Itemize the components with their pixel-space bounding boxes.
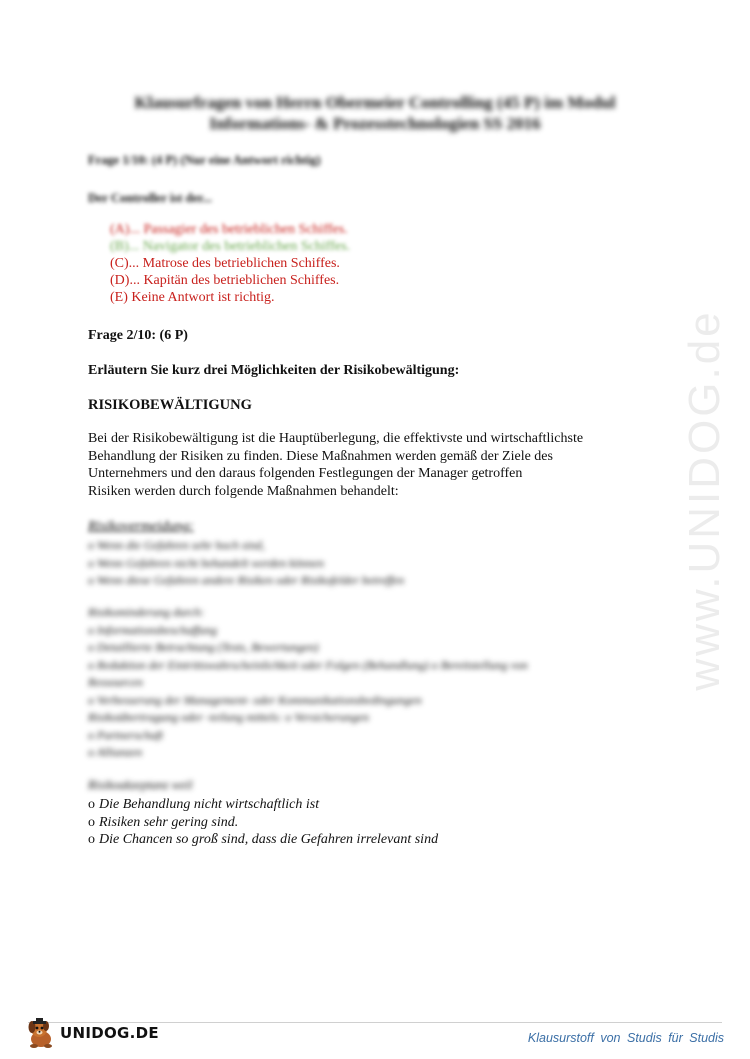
risikominderung-block	[88, 604, 648, 762]
list-item: o Partnerschaft	[88, 727, 163, 742]
list-item: o Wenn diese Gefahren andere Risiken oder Risikofelder betreffen	[88, 573, 405, 587]
option-d	[110, 272, 350, 289]
list-item	[88, 831, 438, 849]
footer-tagline: Klausurstoff von Studis für Studis	[527, 1031, 724, 1045]
option-d-letter: (D)	[110, 273, 130, 288]
option-a-text: ... Passagier des betrieblichen Schiffes.	[129, 222, 348, 237]
paragraph-line: Behandlung der Risiken zu finden. Diese Maßnahmen werden gemäß der Ziele des	[88, 448, 553, 464]
list-item: o Reduktion der Eintrittswahrscheinlichkeit oder Folgen (Behandlung) o Bereitstellung von	[88, 657, 528, 672]
dog-mascot-icon	[24, 1017, 58, 1049]
paragraph-line: Bei der Risikobewältigung ist die Hauptüberlegung, die effektivste und wirtschaftlichste	[88, 431, 584, 446]
section-title: RISIKOBEWÄLTIGUNG	[88, 397, 252, 413]
list-item-text: Die Chancen so groß sind, dass die Gefahren irrelevant sind	[99, 832, 439, 847]
option-e-letter: (E)	[110, 290, 128, 305]
paragraph-line: Risiken werden durch folgende Maßnahmen behandelt:	[88, 483, 399, 499]
option-c-text: ... Matrose des betrieblichen Schiffes.	[128, 256, 340, 271]
list-item: o Informationsbeschaffung	[88, 622, 217, 637]
list-item: Risikominderung durch:	[88, 605, 205, 619]
watermark: www.UNIDOG.de	[680, 309, 729, 691]
intro-paragraph	[88, 430, 648, 500]
question-2-heading: Frage 2/10: (6 P)	[88, 328, 188, 343]
option-b	[110, 238, 350, 255]
list-item: Risikoübertragung oder -teilung mittels: o Versicherungen	[88, 710, 369, 724]
document-title	[60, 92, 690, 134]
question-1-stem: Der Controller ist der...	[88, 191, 212, 205]
risikoakzeptanz-list	[88, 796, 438, 849]
option-d-text: ... Kapitän des betrieblichen Schiffes.	[129, 273, 340, 288]
risikovermeidung-list	[88, 537, 404, 590]
list-item-text: Risiken sehr gering sind.	[99, 814, 239, 830]
question-2-stem: Erläutern Sie kurz drei Möglichkeiten der Risikobewältigung:	[88, 363, 460, 378]
list-item-text: Die Behandlung nicht wirtschaftlich ist	[99, 797, 320, 812]
list-item: o Detaillierte Betrachtung (Tests, Bewertungen)	[88, 640, 319, 654]
list-item	[88, 814, 438, 832]
list-item: o Allianzen	[88, 745, 143, 759]
title-line-2: Informations- & Prozesstechnologien SS 2016	[209, 114, 541, 133]
paragraph-line: Unternehmers und den daraus folgenden Festlegungen der Manager getroffen	[88, 466, 523, 481]
title-line-1: Klausurfragen von Herrn Obermeier Controlling (45 P) im Modul	[134, 93, 616, 112]
list-item: o Verbesserung der Management- oder Kommunikationsbedingungen	[88, 692, 422, 707]
unidog-logo[interactable]	[24, 1016, 159, 1050]
option-e-text: Keine Antwort ist richtig.	[127, 290, 275, 305]
option-b-letter: (B)	[110, 239, 129, 254]
bullet: o	[88, 797, 95, 812]
risikovermeidung-title: Risikovermeidung:	[88, 519, 194, 534]
list-item: o Wenn Gefahren nicht behandelt werden können	[88, 555, 324, 570]
question-1-options	[110, 221, 350, 306]
option-a	[110, 221, 350, 238]
question-1-heading: Frage 1/10: (4 P) (Nur eine Antwort richtig)	[88, 153, 321, 167]
option-a-letter: (A)	[110, 222, 130, 237]
bullet: o	[88, 814, 95, 830]
option-e	[110, 289, 350, 306]
bullet: o	[88, 832, 95, 847]
list-item: o Wenn die Gefahren sehr hoch sind,	[88, 538, 265, 552]
logo-text: UNIDOG.DE	[60, 1024, 159, 1042]
list-item	[88, 796, 438, 814]
option-c-letter: (C)	[110, 256, 129, 271]
list-item: Ressourcen	[88, 675, 143, 689]
option-b-text: ... Navigator des betrieblichen Schiffes.	[128, 239, 351, 254]
option-c	[110, 255, 350, 272]
risikoakzeptanz-title: Risikoakzeptanz weil	[88, 778, 193, 792]
